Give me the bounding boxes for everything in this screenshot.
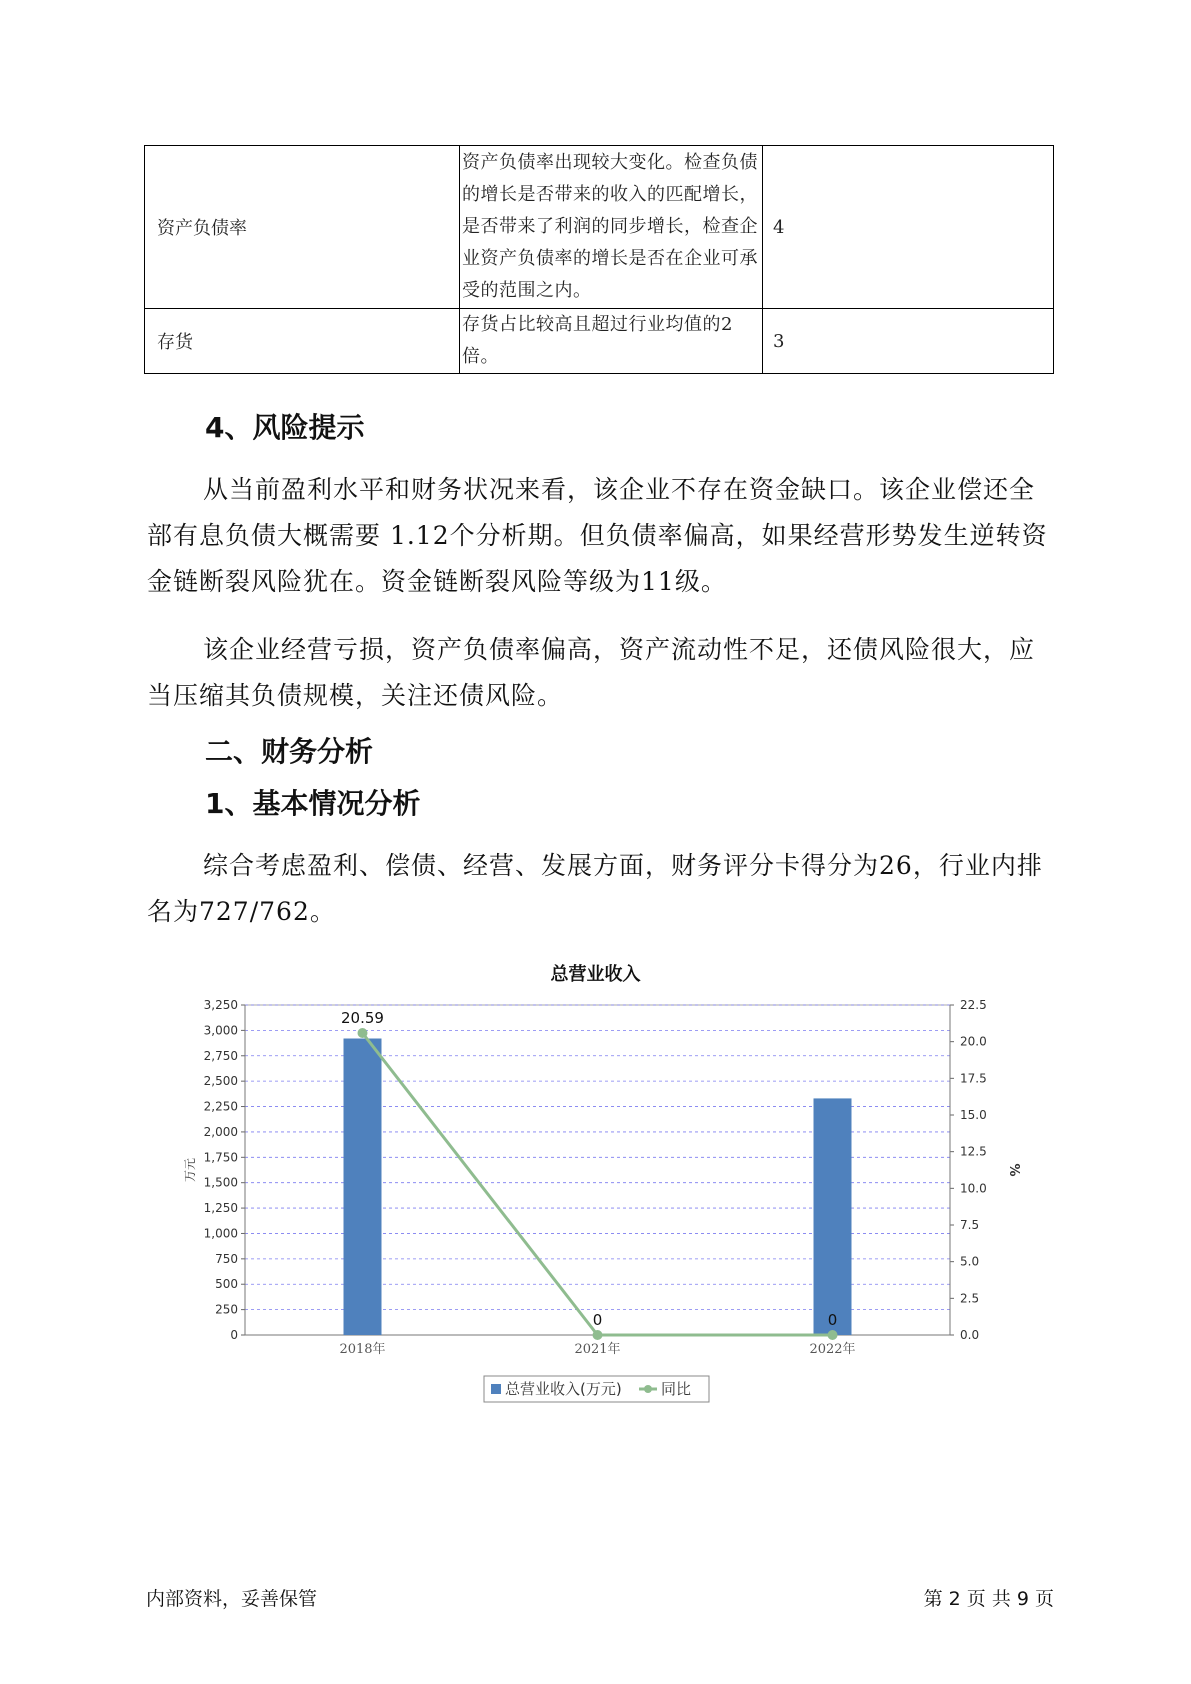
section-heading-financial-analysis: 二、财务分析 (205, 735, 374, 768)
table-cell-score: 4 (763, 146, 1054, 309)
risk-heading: 4、风险提示 (205, 411, 365, 444)
y-tick-label: 2,750 (203, 1048, 238, 1063)
subsection-heading-basic-analysis: 1、基本情况分析 (205, 787, 421, 820)
y-tick-label: 1,500 (203, 1175, 238, 1190)
legend-swatch-yoy-point (644, 1385, 652, 1393)
x-tick-label: 2018年 (339, 1342, 386, 1357)
legend-label-yoy: 同比 (661, 1380, 692, 1398)
data-label: 20.59 (341, 1009, 384, 1028)
bar (814, 1098, 852, 1335)
y-axis-title: 万元 (183, 1157, 197, 1183)
data-label: 0 (827, 1311, 838, 1329)
legend-swatch-revenue (491, 1384, 501, 1394)
y-tick-label: 0 (230, 1328, 238, 1342)
table-cell-description: 存货占比较高且超过行业均值的2倍。 (460, 309, 763, 374)
risk-paragraph-2: 该企业经营亏损，资产负债率偏高，资产流动性不足，还债风险很大，应当压缩其负债规模，关注还债风险。 (147, 635, 1036, 710)
y-tick-label: 3,000 (203, 1023, 238, 1038)
y-tick-label: 500 (215, 1277, 238, 1292)
x-tick-label: 2022年 (809, 1342, 856, 1357)
y-tick-label: 250 (215, 1302, 238, 1317)
y-tick-label: 2,500 (203, 1074, 238, 1089)
y-right-tick-label: 15.0 (960, 1108, 987, 1122)
y-right-tick-label: 0.0 (960, 1328, 980, 1342)
y-tick-label: 750 (215, 1251, 238, 1266)
footer-confidential-note: 内部资料，妥善保管 (146, 1588, 318, 1610)
y-right-tick-label: 7.5 (960, 1218, 980, 1232)
table-cell-item: 资产负债率 (145, 146, 460, 309)
table-cell-score: 3 (763, 309, 1054, 374)
x-tick-label: 2021年 (574, 1342, 621, 1357)
y-right-tick-label: 17.5 (960, 1071, 987, 1086)
legend-label-revenue: 总营业收入(万元) (505, 1380, 622, 1398)
y-tick-label: 1,250 (203, 1201, 238, 1216)
y-right-tick-label: 22.5 (960, 998, 987, 1012)
y-right-tick-label: 2.5 (960, 1291, 980, 1306)
basic-analysis-paragraph: 综合考虑盈利、偿债、经营、发展方面，财务评分卡得分为26，行业内排名为727/762。 (147, 851, 1043, 926)
y-right-tick-label: 10.0 (960, 1181, 987, 1196)
y-tick-label: 1,750 (203, 1150, 238, 1165)
y-right-tick-label: 12.5 (960, 1144, 987, 1159)
y-tick-label: 2,000 (203, 1124, 238, 1139)
y-tick-label: 2,250 (203, 1099, 238, 1114)
risk-paragraph-1: 从当前盈利水平和财务状况来看，该企业不存在资金缺口。该企业偿还全部有息负债大概需要 1.12个分析期。但负债率偏高，如果经营形势发生逆转资金链断裂风险犹在。资金链断裂风险等级为11级。 (147, 475, 1048, 596)
line-point (828, 1330, 838, 1340)
bar (344, 1039, 382, 1335)
y-right-tick-label: 5.0 (960, 1254, 980, 1269)
y-right-tick-label: 20.0 (960, 1034, 987, 1049)
data-label: 0 (592, 1311, 603, 1329)
footer-page-number: 第 2 页 共 9 页 (923, 1588, 1054, 1610)
y-tick-label: 3,250 (203, 998, 238, 1012)
table-cell-description: 资产负债率出现较大变化。检查负债的增长是否带来的收入的匹配增长，是否带来了利润的同步增长，检查企业资产负债率的增长是否在企业可承受的范围之内。 (460, 146, 763, 309)
line-point (593, 1330, 603, 1340)
y-right-axis-title: % (1006, 1163, 1021, 1177)
chart-title: 总营业收入 (550, 964, 641, 985)
y-tick-label: 1,000 (203, 1226, 238, 1241)
table-cell-item: 存货 (145, 309, 460, 374)
line-point (358, 1028, 368, 1038)
